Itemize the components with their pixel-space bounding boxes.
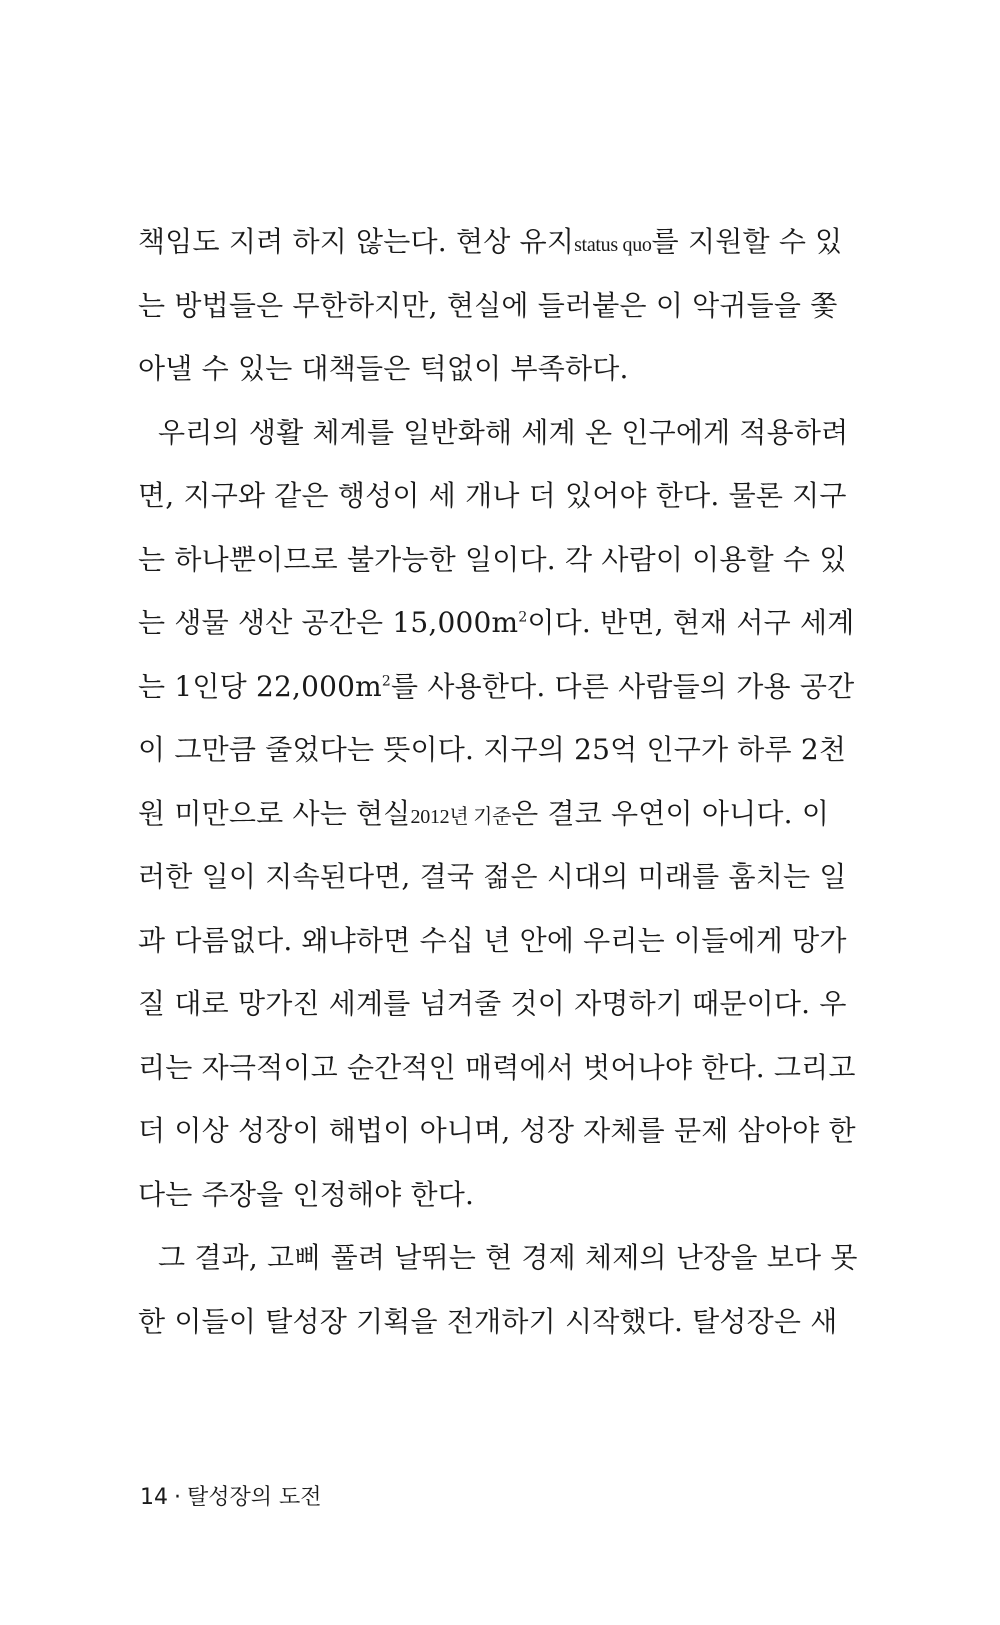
running-title: 탈성장의 도전 [187, 1485, 322, 1510]
superscript: 2 [381, 673, 391, 690]
text-line-15: 더 이상 성장이 해법이 아니며, 성장 자체를 문제 삼아야 한 [138, 1114, 856, 1147]
text-line-13: 질 대로 망가진 세계를 넘겨줄 것이 자명하기 때문이다. 우 [138, 987, 847, 1020]
page-number: 14 [140, 1485, 168, 1510]
text-line-2: 는 방법들은 무한하지만, 현실에 들러붙은 이 악귀들을 쫓 [138, 288, 838, 322]
text-line-3: 아낼 수 있는 대책들은 턱없이 부족하다. [138, 352, 629, 385]
footer-separator: · [174, 1485, 181, 1510]
inline-gloss: 2012년 기준 [410, 805, 512, 828]
superscript: 2 [518, 609, 528, 626]
text-line-8: 는 1인당 $22,000m^2$를 사용한다. 다른 사람들의 가용 공간 [138, 669, 855, 703]
body-text [138, 222, 858, 1365]
text-line-6: 는 하나뿐이므로 불가능한 일이다. 각 사람이 이용할 수 있 [138, 542, 847, 576]
text-line-10: 원 미만으로 사는 현실2012년 기준은 결코 우연이 아니다. 이 [138, 796, 830, 830]
text-line-17: 그 결과, 고삐 풀려 날뛰는 현 경제 체제의 난장을 보다 못 [158, 1241, 858, 1274]
text-line-14: 리는 자극적이고 순간적인 매력에서 벗어나야 한다. 그리고 [138, 1050, 856, 1084]
text-line-1: 책임도 지려 하지 않는다. 현상 유지status quo를 지원할 수 있 [138, 225, 843, 258]
text-line-12: 과 다름없다. 왜냐하면 수십 년 안에 우리는 이들에게 망가 [138, 923, 847, 957]
inline-gloss: status quo [574, 234, 652, 256]
text-line-11: 러한 일이 지속된다면, 결국 젊은 시대의 미래를 훔치는 일 [138, 860, 847, 893]
text-line-4: 우리의 생활 체계를 일반화해 세계 온 인구에게 적용하려 [158, 415, 849, 449]
text-line-7: 는 생물 생산 공간은 $15,000m^2$이다. 반면, 현재 서구 세계 [138, 606, 855, 639]
text-line-18: 한 이들이 탈성장 기획을 전개하기 시작했다. 탈성장은 새 [138, 1304, 838, 1338]
text-line-16: 다는 주장을 인정해야 한다. [138, 1177, 475, 1211]
text-line-5: 면, 지구와 같은 행성이 세 개나 더 있어야 한다. 물론 지구 [138, 479, 847, 512]
page-footer [140, 1480, 322, 1511]
text-line-9: 이 그만큼 줄었다는 뜻이다. 지구의 25억 인구가 하루 2천 [138, 733, 847, 766]
